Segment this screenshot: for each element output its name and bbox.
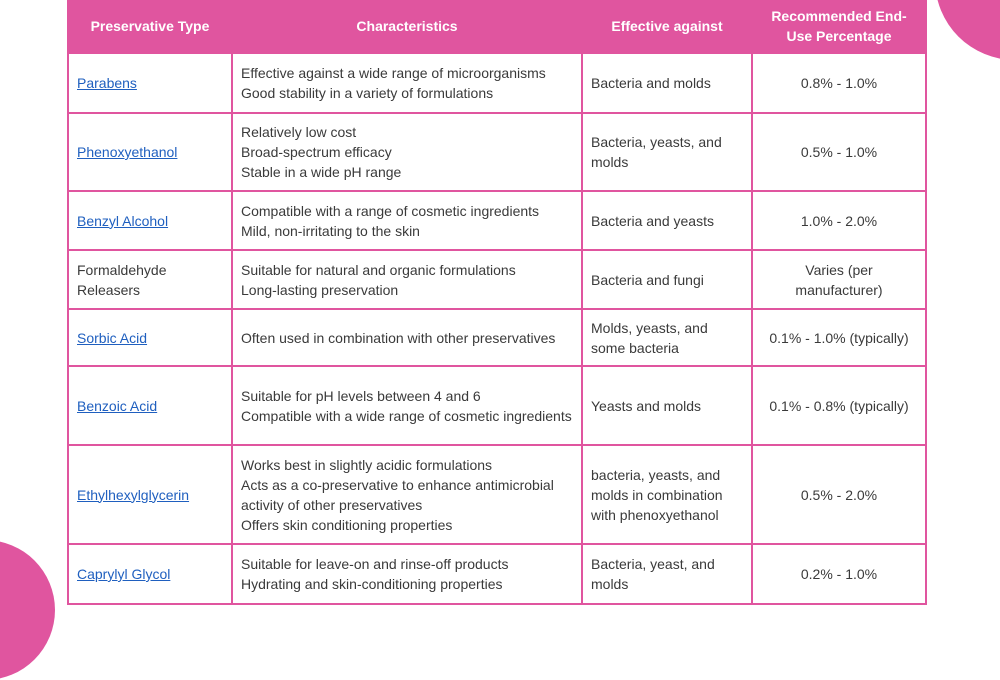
header-effective-against: Effective against xyxy=(582,0,752,53)
characteristic-line: Mild, non-irritating to the skin xyxy=(241,222,420,239)
preservative-type-link[interactable]: Benzoic Acid xyxy=(77,397,158,414)
effective-against-cell: Bacteria and fungi xyxy=(582,250,752,309)
characteristic-line: Relatively low cost xyxy=(241,124,357,140)
table-row xyxy=(68,113,926,191)
characteristic-line: Effective against a wide range of microorganisms xyxy=(241,65,546,81)
effective-against-cell: Molds, yeasts, and some bacteria xyxy=(582,309,752,366)
header-recommended-percentage: Recommended End-Use Percentage xyxy=(752,0,926,53)
table-row xyxy=(68,309,926,366)
preservative-type-cell xyxy=(68,445,232,544)
preservative-type-link[interactable]: Sorbic Acid xyxy=(77,329,148,346)
characteristic-line: Stable in a wide pH range xyxy=(241,164,402,180)
effective-against-cell: Yeasts and molds xyxy=(582,366,752,445)
header-preservative-type: Preservative Type xyxy=(68,0,232,53)
characteristics-cell xyxy=(232,366,582,445)
preservative-type-cell xyxy=(68,309,232,366)
characteristics-cell xyxy=(232,309,582,366)
preservative-type-cell xyxy=(68,366,232,445)
decorative-circle-bottom-left xyxy=(0,540,55,680)
characteristic-line: Compatible with a wide range of cosmetic ingredients xyxy=(241,407,572,424)
effective-against-cell: Bacteria, yeast, and molds xyxy=(582,544,752,604)
percentage-cell: 0.2% - 1.0% xyxy=(752,544,926,604)
header-row xyxy=(68,0,926,53)
characteristic-line: Broad-spectrum efficacy xyxy=(241,144,392,160)
characteristics-cell xyxy=(232,113,582,191)
preservative-type-link[interactable]: Caprylyl Glycol xyxy=(77,566,171,582)
preservative-type-text: Formaldehyde Releasers xyxy=(77,261,167,298)
characteristic-line: Often used in combination with other preservatives xyxy=(241,329,556,346)
preservative-type-cell xyxy=(68,250,232,309)
percentage-cell: 0.5% - 1.0% xyxy=(752,113,926,191)
table-row xyxy=(68,53,926,113)
percentage-cell: 0.1% - 1.0% (typically) xyxy=(752,309,926,366)
percentage-cell: 0.8% - 1.0% xyxy=(752,53,926,113)
preservative-type-cell xyxy=(68,191,232,250)
preservative-type-cell xyxy=(68,544,232,604)
characteristic-line: Hydrating and skin-conditioning properties xyxy=(241,576,503,592)
characteristic-line: Suitable for leave-on and rinse-off products xyxy=(241,556,509,572)
characteristic-line: Acts as a co-preservative to enhance antimicrobial activity of other preservatives xyxy=(241,476,554,513)
effective-against-cell: Bacteria and yeasts xyxy=(582,191,752,250)
characteristics-cell xyxy=(232,191,582,250)
characteristics-cell xyxy=(232,445,582,544)
characteristics-cell xyxy=(232,544,582,604)
effective-against-cell: Bacteria, yeasts, and molds xyxy=(582,113,752,191)
preservative-type-cell xyxy=(68,53,232,113)
characteristic-line: Works best in slightly acidic formulations xyxy=(241,456,493,473)
percentage-cell: Varies (per manufacturer) xyxy=(752,250,926,309)
characteristic-line: Suitable for natural and organic formulations xyxy=(241,261,516,278)
preservative-type-link[interactable]: Phenoxyethanol xyxy=(77,144,178,160)
characteristic-line: Compatible with a range of cosmetic ingredients xyxy=(241,202,540,219)
preservative-type-link[interactable]: Parabens xyxy=(77,75,137,91)
effective-against-cell: bacteria, yeasts, and molds in combination with phenoxyethanol xyxy=(582,445,752,544)
characteristic-line: Offers skin conditioning properties xyxy=(241,516,453,533)
percentage-cell: 0.5% - 2.0% xyxy=(752,445,926,544)
characteristics-cell xyxy=(232,53,582,113)
preservative-type-cell xyxy=(68,113,232,191)
percentage-cell: 0.1% - 0.8% (typically) xyxy=(752,366,926,445)
effective-against-cell: Bacteria and molds xyxy=(582,53,752,113)
characteristic-line: Suitable for pH levels between 4 and 6 xyxy=(241,387,481,404)
decorative-circle-top-right xyxy=(935,0,1000,60)
preservative-type-link[interactable]: Benzyl Alcohol xyxy=(77,212,169,229)
table-body xyxy=(68,53,926,604)
table-row xyxy=(68,366,926,445)
preservative-type-link[interactable]: Ethylhexylglycerin xyxy=(77,486,190,503)
table-row xyxy=(68,445,926,544)
table-row xyxy=(68,250,926,309)
header-characteristics: Characteristics xyxy=(232,0,582,53)
preservatives-table xyxy=(67,0,927,605)
table-row xyxy=(68,191,926,250)
table-header xyxy=(68,0,926,53)
characteristics-cell xyxy=(232,250,582,309)
table-row xyxy=(68,544,926,604)
characteristic-line: Long-lasting preservation xyxy=(241,281,399,298)
characteristic-line: Good stability in a variety of formulations xyxy=(241,85,494,101)
percentage-cell: 1.0% - 2.0% xyxy=(752,191,926,250)
